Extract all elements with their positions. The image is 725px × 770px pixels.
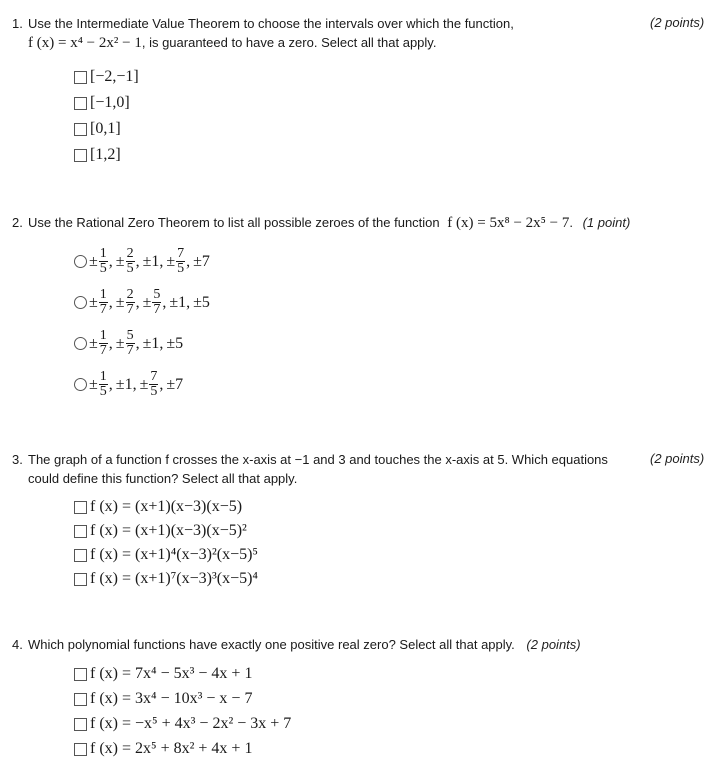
q1-option-3[interactable] bbox=[74, 120, 121, 138]
fraction: $\frac{1}{5}$ bbox=[99, 369, 107, 399]
question-text-line2: could define this function? Select all that apply. bbox=[28, 471, 298, 486]
option-label: f (x) = 7x⁴ − 5x³ − 4x + 1 bbox=[90, 665, 253, 682]
q3-option-1[interactable] bbox=[74, 498, 242, 516]
q3-option-2[interactable] bbox=[74, 522, 247, 540]
question-number: 4. bbox=[12, 637, 23, 652]
option-term: ±1 bbox=[142, 252, 160, 270]
question-stem: Use the Rational Zero Theorem to list all possible zeroes of the function bbox=[28, 215, 440, 230]
fraction: $\frac{1}{5}$ bbox=[99, 246, 107, 276]
option-label: f (x) = 3x⁴ − 10x³ − x − 7 bbox=[90, 690, 253, 707]
option-label: [0,1] bbox=[90, 120, 121, 137]
option-term: ± $\frac{2}{5}$ bbox=[115, 246, 134, 276]
question-stem: Which polynomial functions have exactly one positive real zero? Select all that apply. bbox=[28, 637, 515, 652]
radio-button[interactable] bbox=[74, 337, 87, 350]
option-label: f (x) = 2x⁵ + 8x² + 4x + 1 bbox=[90, 740, 253, 757]
option-term: ± $\frac{5}{7}$ bbox=[115, 328, 134, 358]
q4-option-4[interactable] bbox=[74, 740, 252, 758]
option-rendered: ± $\frac{1}{5}$ , ± $\frac{2}{5}$ , ±1 , ± $\frac{7}{5}$ , ±7 bbox=[89, 246, 210, 276]
points-label: (2 points) bbox=[526, 637, 581, 652]
q2-option-2[interactable] bbox=[74, 288, 210, 317]
question-text-line2 bbox=[28, 33, 436, 53]
points-label: (1 point) bbox=[582, 215, 631, 230]
radio-button[interactable] bbox=[74, 255, 87, 268]
fraction: $\frac{2}{7}$ bbox=[126, 287, 134, 317]
q3-option-3[interactable] bbox=[74, 546, 258, 564]
question-text bbox=[28, 635, 581, 654]
checkbox[interactable] bbox=[74, 718, 87, 731]
fraction: $\frac{1}{7}$ bbox=[99, 287, 107, 317]
option-label: f (x) = −x⁵ + 4x³ − 2x² − 3x + 7 bbox=[90, 715, 292, 732]
checkbox[interactable] bbox=[74, 149, 87, 162]
option-term: ±5 bbox=[193, 293, 210, 311]
option-term: ± $\frac{7}{5}$ bbox=[166, 246, 185, 276]
fraction: $\frac{2}{5}$ bbox=[126, 246, 134, 276]
question-number: 1. bbox=[12, 16, 23, 31]
fraction: $\frac{7}{5}$ bbox=[150, 369, 158, 399]
option-label: f (x) = (x+1)(x−3)(x−5)² bbox=[90, 522, 247, 539]
checkbox[interactable] bbox=[74, 501, 87, 514]
fraction: $\frac{5}{7}$ bbox=[126, 328, 134, 358]
option-rendered: ± $\frac{1}{5}$ , ±1 , ± $\frac{7}{5}$ , ±7 bbox=[89, 369, 184, 399]
question-text-cont: , is guaranteed to have a zero. Select all that apply. bbox=[141, 35, 437, 50]
option-label: f (x) = (x+1)⁷(x−3)³(x−5)⁴ bbox=[90, 570, 258, 587]
option-term: ±5 bbox=[166, 334, 184, 352]
checkbox[interactable] bbox=[74, 549, 87, 562]
q1-option-4[interactable] bbox=[74, 146, 121, 164]
question-number: 2. bbox=[12, 215, 23, 230]
q4-option-2[interactable] bbox=[74, 690, 252, 708]
function-expression: f (x) = x⁴ − 2x² − 1 bbox=[28, 35, 142, 51]
option-label: f (x) = (x+1)⁴(x−3)²(x−5)⁵ bbox=[90, 546, 258, 563]
option-term: ±7 bbox=[193, 252, 210, 270]
option-label: [1,2] bbox=[90, 146, 121, 163]
option-term: ± $\frac{1}{7}$ bbox=[89, 328, 107, 358]
option-term: ±7 bbox=[166, 375, 184, 393]
option-term: ±1 bbox=[169, 293, 187, 311]
fraction: $\frac{1}{7}$ bbox=[99, 328, 107, 358]
option-term: ± $\frac{2}{7}$ bbox=[115, 287, 134, 317]
option-label: f (x) = (x+1)(x−3)(x−5) bbox=[90, 498, 243, 515]
option-term: ± $\frac{1}{7}$ bbox=[89, 287, 107, 317]
option-term: ± $\frac{1}{5}$ bbox=[89, 369, 107, 399]
option-term: ±1 bbox=[115, 375, 133, 393]
option-term: ± $\frac{5}{7}$ bbox=[142, 287, 161, 317]
q4-option-3[interactable] bbox=[74, 715, 291, 733]
fraction: $\frac{7}{5}$ bbox=[177, 246, 185, 276]
fraction: $\frac{5}{7}$ bbox=[153, 287, 161, 317]
points-label: (2 points) bbox=[650, 451, 705, 466]
option-label: [−1,0] bbox=[90, 94, 130, 111]
radio-button[interactable] bbox=[74, 378, 87, 391]
checkbox[interactable] bbox=[74, 573, 87, 586]
question-number: 3. bbox=[12, 452, 23, 467]
checkbox[interactable] bbox=[74, 97, 87, 110]
q3-option-4[interactable] bbox=[74, 570, 258, 588]
q2-option-4[interactable] bbox=[74, 370, 183, 399]
checkbox[interactable] bbox=[74, 693, 87, 706]
q1-option-2[interactable] bbox=[74, 94, 130, 112]
q1-option-1[interactable] bbox=[74, 68, 139, 86]
q2-option-1[interactable] bbox=[74, 247, 210, 276]
option-rendered: ± $\frac{1}{7}$ , ± $\frac{5}{7}$ , ±1 , ±5 bbox=[89, 328, 184, 358]
question-text-line1: Use the Intermediate Value Theorem to choose the intervals over which the function, bbox=[28, 16, 514, 31]
checkbox[interactable] bbox=[74, 71, 87, 84]
option-rendered: ± $\frac{1}{7}$ , ± $\frac{2}{7}$ , ± $\frac{5}{7}$ , ±1 , ±5 bbox=[89, 287, 210, 317]
q4-option-1[interactable] bbox=[74, 665, 252, 683]
checkbox[interactable] bbox=[74, 525, 87, 538]
checkbox[interactable] bbox=[74, 743, 87, 756]
option-term: ± $\frac{1}{5}$ bbox=[89, 246, 107, 276]
question-text bbox=[28, 213, 630, 233]
checkbox[interactable] bbox=[74, 668, 87, 681]
option-term: ±1 bbox=[142, 334, 160, 352]
q2-option-3[interactable] bbox=[74, 329, 183, 358]
checkbox[interactable] bbox=[74, 123, 87, 136]
function-expression: f (x) = 5x⁸ − 2x⁵ − 7 bbox=[447, 215, 570, 231]
question-text-line1: The graph of a function f crosses the x-axis at −1 and 3 and touches the x-axis at 5. Which equations bbox=[28, 452, 608, 467]
radio-button[interactable] bbox=[74, 296, 87, 309]
option-term: ± $\frac{7}{5}$ bbox=[139, 369, 158, 399]
points-label: (2 points) bbox=[650, 15, 705, 30]
option-label: [−2,−1] bbox=[90, 68, 139, 85]
period: . bbox=[569, 215, 573, 230]
